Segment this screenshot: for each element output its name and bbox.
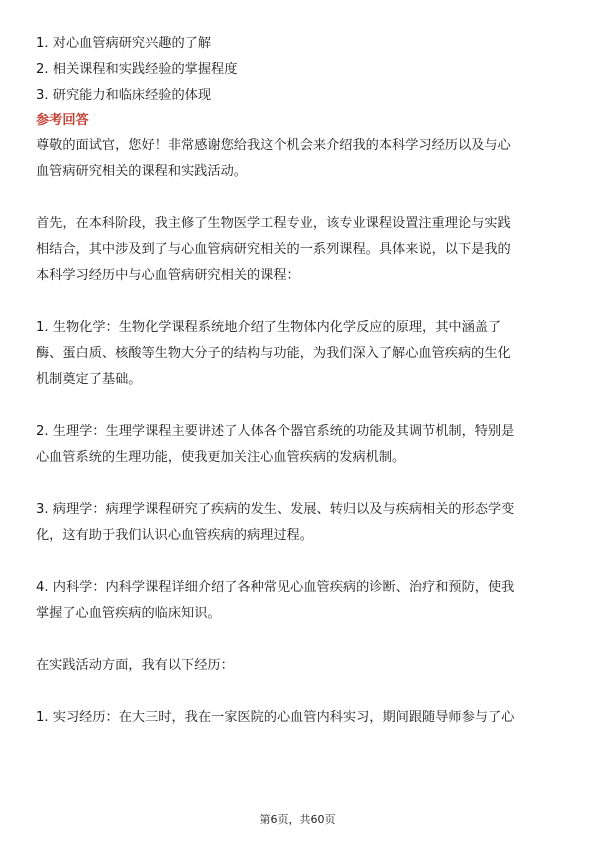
- outline-item-2: 2. 相关课程和实践经验的掌握程度: [36, 62, 238, 77]
- paragraph-major: [36, 211, 563, 289]
- paragraph-pathology: [36, 497, 563, 549]
- paragraph-biochemistry: [36, 315, 563, 393]
- paragraph-line: 1. 实习经历：在大三时，我在一家医院的心血管内科实习，期间跟随导师参与了心: [36, 710, 515, 725]
- paragraph-internal-medicine: [36, 575, 563, 627]
- paragraph-line: 4. 内科学：内科学课程详细介绍了各种常见心血管疾病的诊断、治疗和预防，使我: [36, 580, 515, 595]
- paragraph-line: 心血管系统的生理功能，使我更加关注心血管疾病的发病机制。: [36, 450, 406, 465]
- paragraph-line: 2. 生理学：生理学课程主要讲述了人体各个器官系统的功能及其调节机制，特别是: [36, 424, 515, 439]
- paragraph-internship: [36, 705, 563, 731]
- paragraph-line: 相结合，其中涉及到了与心血管病研究相关的一系列课程。具体来说，以下是我的: [36, 242, 511, 257]
- paragraph-line: 首先，在本科阶段，我主修了生物医学工程专业，该专业课程设置注重理论与实践: [36, 216, 511, 231]
- paragraph-practice-intro: [36, 653, 563, 679]
- paragraph-physiology: [36, 419, 563, 471]
- outline-item-1: 1. 对心血管病研究兴趣的了解: [36, 36, 212, 51]
- paragraph-line: 机制奠定了基础。: [36, 372, 142, 387]
- paragraph-line: 化，这有助于我们认识心血管疾病的病理过程。: [36, 528, 313, 543]
- paragraph-greeting: [36, 133, 563, 185]
- page-number: 第6页，共60页: [259, 813, 336, 826]
- paragraph-line: 3. 病理学：病理学课程研究了疾病的发生、发展、转归以及与疾病相关的形态学变: [36, 502, 515, 517]
- paragraph-line: 掌握了心血管疾病的临床知识。: [36, 606, 221, 621]
- paragraph-line: 尊敬的面试官，您好！非常感谢您给我这个机会来介绍我的本科学习经历以及与心: [36, 138, 511, 153]
- answer-heading: 参考回答: [36, 113, 89, 128]
- paragraph-line: 血管病研究相关的课程和实践活动。: [36, 164, 247, 179]
- document-content: [36, 31, 563, 731]
- paragraph-line: 1. 生物化学：生物化学课程系统地介绍了生物体内化学反应的原理，其中涵盖了: [36, 320, 502, 335]
- paragraph-line: 酶、蛋白质、核酸等生物大分子的结构与功能，为我们深入了解心血管疾病的生化: [36, 346, 511, 361]
- outline-item-3: 3. 研究能力和临床经验的体现: [36, 88, 212, 103]
- paragraph-line: 本科学习经历中与心血管病研究相关的课程：: [36, 268, 300, 283]
- paragraph-line: 在实践活动方面，我有以下经历：: [36, 658, 234, 673]
